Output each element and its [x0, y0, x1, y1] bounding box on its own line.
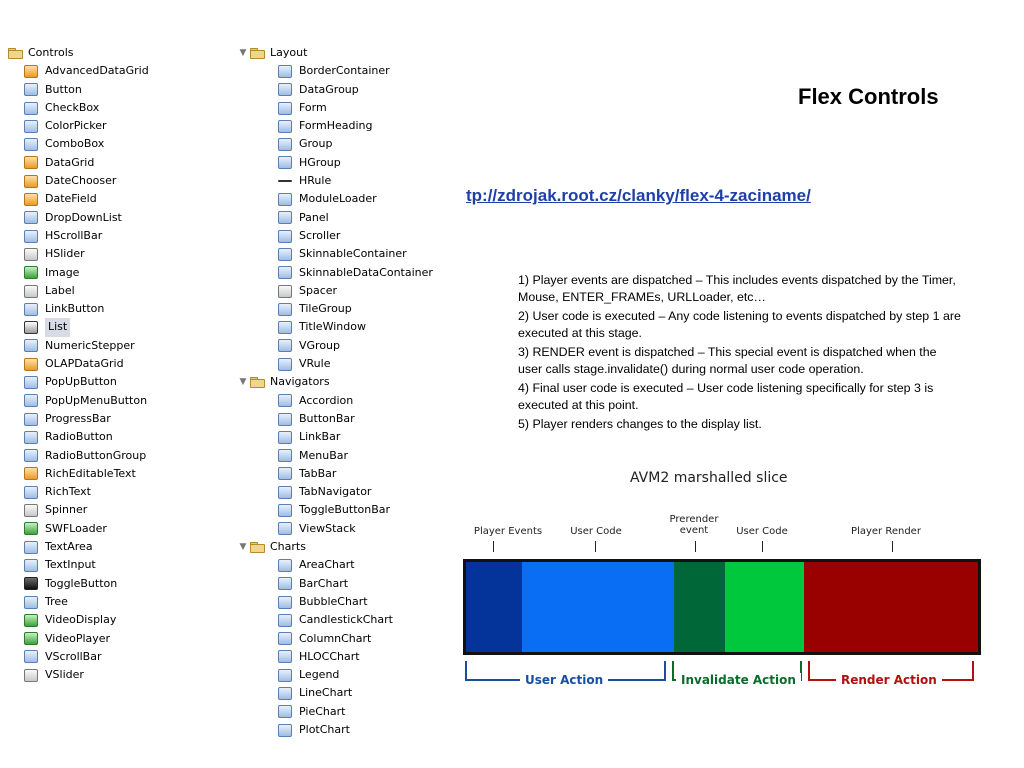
popupmenubutton-icon — [24, 394, 38, 407]
list-icon — [24, 321, 38, 334]
tree-item-radiobuttongroup[interactable] — [8, 447, 149, 465]
tree-item-label: VGroup — [299, 338, 341, 352]
tree-item-scroller[interactable] — [236, 227, 433, 245]
tree-item-label: SkinnableDataContainer — [299, 265, 433, 279]
spinner-icon — [24, 504, 38, 517]
tree-item-label: ToggleButton — [45, 576, 118, 590]
tree-item-label: List — [45, 318, 70, 336]
tree-group-label: Navigators — [270, 375, 330, 389]
tree-item-datefield[interactable] — [8, 190, 149, 208]
datagrid-icon — [24, 156, 38, 169]
tree-item-label[interactable] — [8, 282, 149, 300]
tree-item-videoplayer[interactable] — [8, 630, 149, 648]
checkbox-icon — [24, 102, 38, 115]
tree-item-richeditabletext[interactable] — [8, 465, 149, 483]
label-icon — [24, 285, 38, 298]
tree-item-label: HGroup — [299, 155, 341, 169]
tree-item-piechart[interactable] — [236, 703, 433, 721]
linechart-icon — [278, 687, 292, 700]
step-2: 2) User code is executed – Any code listening to events dispatched by step 1 are executed at this stage. — [518, 309, 961, 340]
buttonbar-icon — [278, 413, 292, 426]
tree-icon — [24, 596, 38, 609]
swfloader-icon — [24, 522, 38, 535]
formheading-icon — [278, 120, 292, 133]
steps-list — [518, 272, 964, 435]
columnchart-icon — [278, 632, 292, 645]
tree-item-label: DateField — [45, 192, 97, 206]
dropdownlist-icon — [24, 211, 38, 224]
tree-item-label: ViewStack — [299, 521, 356, 535]
skinnabledatacontainer-icon — [278, 266, 292, 279]
hslider-icon — [24, 248, 38, 261]
tree-item-hscrollbar[interactable] — [8, 227, 149, 245]
tree-item-list[interactable] — [8, 318, 149, 336]
button-icon — [24, 83, 38, 96]
tree-item-tabnavigator[interactable] — [236, 483, 433, 501]
videoplayer-icon — [24, 632, 38, 645]
tree-item-label: HScrollBar — [45, 228, 103, 242]
tree-item-hrule[interactable] — [236, 172, 433, 190]
disclosure-triangle-icon[interactable]: ▼ — [239, 542, 247, 553]
tree-item-skinnabledatacontainer[interactable] — [236, 264, 433, 282]
tree-item-label: RadioButtonGroup — [45, 448, 147, 462]
tree-item-textinput[interactable] — [8, 556, 149, 574]
tree-item-label: Spinner — [45, 503, 88, 517]
togglebutton-icon — [24, 577, 38, 590]
tree-item-tree[interactable] — [8, 593, 149, 611]
tree-item-spacer[interactable] — [236, 282, 433, 300]
vscrollbar-icon — [24, 650, 38, 663]
tree-item-vgroup[interactable] — [236, 337, 433, 355]
legend-icon — [278, 669, 292, 682]
tree-item-legend[interactable] — [236, 666, 433, 684]
step-3: 3) RENDER event is dispatched – This special event is dispatched when the user calls stage.invalidate() during normal user code operation. — [518, 345, 937, 376]
disclosure-triangle-icon[interactable]: ▼ — [239, 48, 247, 58]
tree-item-label: FormHeading — [299, 119, 373, 133]
tree-item-label: HSlider — [45, 247, 85, 261]
datefield-icon — [24, 193, 38, 206]
tree-item-label: SWFLoader — [45, 521, 107, 535]
tree-group-charts[interactable] — [236, 538, 433, 556]
tree-item-formheading[interactable] — [236, 117, 433, 135]
tree-item-barchart[interactable] — [236, 575, 433, 593]
tabbar-icon — [278, 467, 292, 480]
tree-item-olapdatagrid[interactable] — [8, 355, 149, 373]
tree-item-vslider[interactable] — [8, 666, 149, 684]
tree-item-label: CandlestickChart — [299, 613, 393, 627]
bordercontainer-icon — [278, 65, 292, 78]
label-player-events: Player Events — [473, 526, 543, 537]
advanceddatagrid-icon — [24, 65, 38, 78]
tree-item-tabbar[interactable] — [236, 465, 433, 483]
tree-item-swfloader[interactable] — [8, 520, 149, 538]
tree-item-skinnablecontainer[interactable] — [236, 245, 433, 263]
tree-group-label: Charts — [270, 540, 306, 554]
tree-item-colorpicker[interactable] — [8, 117, 149, 135]
tree-item-spinner[interactable] — [8, 501, 149, 519]
vslider-icon — [24, 669, 38, 682]
tree-item-label: TabNavigator — [299, 485, 372, 499]
segment-player-render — [804, 562, 978, 652]
spacer-icon — [278, 285, 292, 298]
textinput-icon — [24, 559, 38, 572]
vrule-icon — [278, 358, 292, 371]
radiobuttongroup-icon — [24, 449, 38, 462]
folder-icon — [250, 48, 264, 58]
tree-item-videodisplay[interactable] — [8, 611, 149, 629]
tree-item-label: ButtonBar — [299, 411, 355, 425]
tick-player-events — [493, 541, 494, 552]
tree-item-datechooser[interactable] — [8, 172, 149, 190]
menubar-icon — [278, 449, 292, 462]
tree-item-label: Button — [45, 82, 82, 96]
tree-item-datagroup[interactable] — [236, 81, 433, 99]
segment-player-events — [466, 562, 522, 652]
tree-item-label: AreaChart — [299, 558, 355, 572]
tree-item-label: PieChart — [299, 704, 346, 718]
label-user-action: User Action — [520, 673, 608, 687]
tree-item-label: Group — [299, 137, 333, 151]
tree-item-button[interactable] — [8, 81, 149, 99]
tick-prerender-event — [695, 541, 696, 552]
bubblechart-icon — [278, 596, 292, 609]
tree-item-group[interactable] — [236, 135, 433, 153]
tree-item-label: ProgressBar — [45, 411, 111, 425]
tree-item-label: MenuBar — [299, 448, 349, 462]
tick-user-code-1 — [595, 541, 596, 552]
hrule-icon — [278, 180, 292, 182]
tree-item-label: VideoDisplay — [45, 613, 117, 627]
tree-item-image[interactable] — [8, 264, 149, 282]
tree-item-label: TileGroup — [299, 302, 352, 316]
tree-item-checkbox[interactable] — [8, 99, 149, 117]
tree-item-label: LinkButton — [45, 302, 105, 316]
candlestickchart-icon — [278, 614, 292, 627]
slide-title: Flex Controls — [798, 84, 939, 109]
tree-item-columnchart[interactable] — [236, 630, 433, 648]
tree-item-togglebuttonbar[interactable] — [236, 501, 433, 519]
tree-item-accordion[interactable] — [236, 392, 433, 410]
tree-item-label: Image — [45, 265, 80, 279]
tree-item-label: OLAPDataGrid — [45, 357, 124, 371]
tree-item-label: RichText — [45, 485, 91, 499]
piechart-icon — [278, 705, 292, 718]
numericstepper-icon — [24, 339, 38, 352]
hgroup-icon — [278, 156, 292, 169]
tree-item-bubblechart[interactable] — [236, 593, 433, 611]
label-user-code-2: User Code — [736, 526, 788, 537]
tree-item-label: BubbleChart — [299, 594, 368, 608]
slice-bar — [463, 559, 981, 655]
tree-item-numericstepper[interactable] — [8, 337, 149, 355]
tick-player-render — [892, 541, 893, 552]
segment-prerender — [674, 562, 725, 652]
tree-item-label: Panel — [299, 210, 329, 224]
tree-item-label: VRule — [299, 357, 331, 371]
tree-item-label: DateChooser — [45, 174, 117, 188]
colorpicker-icon — [24, 120, 38, 133]
label-prerender-event: Prerender event — [669, 514, 719, 536]
tree-group-layout[interactable] — [236, 44, 433, 62]
tree-item-titlewindow[interactable] — [236, 318, 433, 336]
linkbutton-icon — [24, 303, 38, 316]
tree-item-bordercontainer[interactable] — [236, 62, 433, 80]
tree-item-moduleloader[interactable] — [236, 190, 433, 208]
disclosure-triangle-icon[interactable]: ▼ — [239, 377, 247, 388]
tree-item-label: VScrollBar — [45, 649, 102, 663]
tree-item-candlestickchart[interactable] — [236, 611, 433, 629]
tree-item-hlocchart[interactable] — [236, 648, 433, 666]
tree-item-label: ModuleLoader — [299, 192, 377, 206]
tree-item-label: TextArea — [45, 540, 93, 554]
controls-tree — [8, 44, 149, 684]
tree-item-vrule[interactable] — [236, 355, 433, 373]
richeditabletext-icon — [24, 467, 38, 480]
step-4: 4) Final user code is executed – User code listening specifically for step 3 is executed at this point. — [518, 381, 934, 412]
textarea-icon — [24, 541, 38, 554]
tree-group-navigators[interactable] — [236, 373, 433, 391]
datagroup-icon — [278, 83, 292, 96]
tree-item-label: VSlider — [45, 668, 84, 682]
tree-item-popupbutton[interactable] — [8, 373, 149, 391]
richtext-icon — [24, 486, 38, 499]
barchart-icon — [278, 577, 292, 590]
tree-item-vscrollbar[interactable] — [8, 648, 149, 666]
tree-item-dropdownlist[interactable] — [8, 209, 149, 227]
tree-group-controls[interactable] — [8, 44, 149, 62]
tree-item-label: Scroller — [299, 228, 341, 242]
panel-icon — [278, 211, 292, 224]
form-icon — [278, 102, 292, 115]
tree-item-linechart[interactable] — [236, 684, 433, 702]
tree-item-form[interactable] — [236, 99, 433, 117]
linkbar-icon — [278, 431, 292, 444]
tree-item-label: TabBar — [299, 466, 337, 480]
layout-navigators-charts-tree — [236, 44, 433, 739]
tree-item-popupmenubutton[interactable] — [8, 392, 149, 410]
tree-item-datagrid[interactable] — [8, 154, 149, 172]
article-link[interactable]: tp://zdrojak.root.cz/clanky/flex-4-zaciname/ — [466, 186, 811, 205]
tree-item-combobox[interactable] — [8, 135, 149, 153]
moduleloader-icon — [278, 193, 292, 206]
tree-item-label: Label — [45, 283, 75, 297]
image-icon — [24, 266, 38, 279]
popupbutton-icon — [24, 376, 38, 389]
step-1: 1) Player events are dispatched – This includes events dispatched by the Timer, Mouse, ENTER_FRAMEs, URLLoader, etc… — [518, 273, 956, 304]
tree-item-label: Tree — [45, 594, 68, 608]
tree-item-label: Accordion — [299, 393, 354, 407]
tree-item-label: VideoPlayer — [45, 631, 111, 645]
tree-item-linkbutton[interactable] — [8, 300, 149, 318]
progressbar-icon — [24, 413, 38, 426]
segment-user-code-final — [725, 562, 804, 652]
tree-item-hgroup[interactable] — [236, 154, 433, 172]
tree-item-advanceddatagrid[interactable] — [8, 62, 149, 80]
tree-item-hslider[interactable] — [8, 245, 149, 263]
folder-icon — [250, 542, 264, 552]
tree-item-areachart[interactable] — [236, 556, 433, 574]
label-user-code-1: User Code — [570, 526, 622, 537]
diagram-title: AVM2 marshalled slice — [630, 470, 788, 486]
tree-item-menubar[interactable] — [236, 447, 433, 465]
vgroup-icon — [278, 339, 292, 352]
tree-item-label: ColorPicker — [45, 119, 107, 133]
combobox-icon — [24, 138, 38, 151]
viewstack-icon — [278, 522, 292, 535]
hscrollbar-icon — [24, 230, 38, 243]
skinnablecontainer-icon — [278, 248, 292, 261]
tree-item-label: AdvancedDataGrid — [45, 64, 149, 78]
radiobutton-icon — [24, 431, 38, 444]
tree-item-label: BarChart — [299, 576, 349, 590]
tree-item-progressbar[interactable] — [8, 410, 149, 428]
tree-item-richtext[interactable] — [8, 483, 149, 501]
tree-item-label: ColumnChart — [299, 631, 372, 645]
tick-user-code-2 — [762, 541, 763, 552]
datechooser-icon — [24, 175, 38, 188]
hlocchart-icon — [278, 650, 292, 663]
tree-item-label: SkinnableContainer — [299, 247, 407, 261]
label-render-action: Render Action — [836, 673, 942, 687]
tree-item-panel[interactable] — [236, 209, 433, 227]
tree-item-radiobutton[interactable] — [8, 428, 149, 446]
tree-item-buttonbar[interactable] — [236, 410, 433, 428]
tree-item-label: Legend — [299, 668, 340, 682]
tree-item-label: LineChart — [299, 686, 353, 700]
tree-item-label: DropDownList — [45, 210, 122, 224]
segment-user-code — [522, 562, 674, 652]
label-invalidate-action: Invalidate Action — [676, 673, 801, 687]
tree-item-label: Spacer — [299, 283, 338, 297]
areachart-icon — [278, 559, 292, 572]
scroller-icon — [278, 230, 292, 243]
tree-item-viewstack[interactable] — [236, 520, 433, 538]
tree-item-label: Form — [299, 100, 327, 114]
label-player-render: Player Render — [851, 526, 921, 537]
olapdatagrid-icon — [24, 358, 38, 371]
tree-group-label: Layout — [270, 46, 308, 59]
folder-icon — [250, 377, 264, 387]
tree-item-plotchart[interactable] — [236, 721, 433, 739]
tree-item-label: ToggleButtonBar — [299, 503, 391, 517]
tree-item-label: PopUpMenuButton — [45, 393, 148, 407]
tree-item-label: HLOCChart — [299, 649, 360, 663]
tree-item-textarea[interactable] — [8, 538, 149, 556]
tree-item-label: RadioButton — [45, 430, 113, 444]
accordion-icon — [278, 394, 292, 407]
folder-icon — [8, 48, 22, 58]
tree-item-label: CheckBox — [45, 100, 100, 114]
tree-item-togglebutton[interactable] — [8, 575, 149, 593]
tree-item-label: TitleWindow — [299, 320, 366, 334]
tree-item-tilegroup[interactable] — [236, 300, 433, 318]
tree-item-label: NumericStepper — [45, 338, 135, 352]
step-5: 5) Player renders changes to the display list. — [518, 417, 762, 431]
tree-group-label: Controls — [28, 46, 74, 59]
videodisplay-icon — [24, 614, 38, 627]
tree-item-label: LinkBar — [299, 430, 341, 444]
plotchart-icon — [278, 724, 292, 737]
tree-item-label: TextInput — [45, 558, 96, 572]
tree-item-label: PlotChart — [299, 722, 350, 736]
titlewindow-icon — [278, 321, 292, 334]
togglebuttonbar-icon — [278, 504, 292, 517]
group-icon — [278, 138, 292, 151]
tree-item-label: PopUpButton — [45, 375, 117, 389]
tree-item-label: BorderContainer — [299, 64, 390, 78]
tabnavigator-icon — [278, 486, 292, 499]
tree-item-label: ComboBox — [45, 137, 105, 151]
tilegroup-icon — [278, 303, 292, 316]
tree-item-label: RichEditableText — [45, 466, 136, 480]
tree-item-label: DataGroup — [299, 82, 359, 96]
tree-item-label: HRule — [299, 174, 332, 188]
tree-item-linkbar[interactable] — [236, 428, 433, 446]
tree-item-label: DataGrid — [45, 155, 95, 169]
